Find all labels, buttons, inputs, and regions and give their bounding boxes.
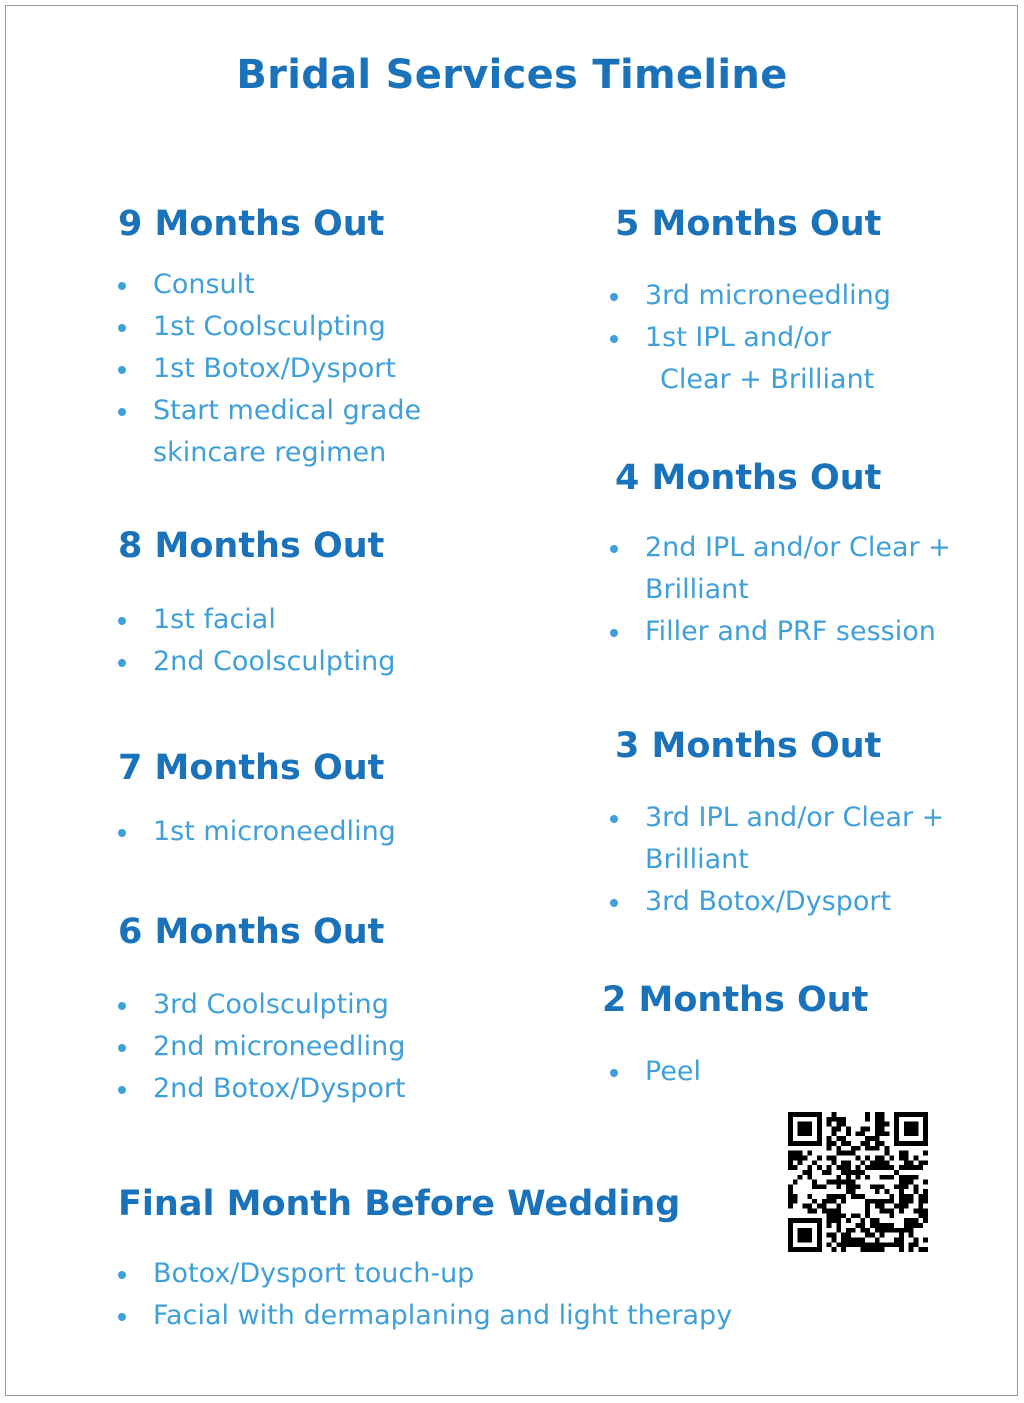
item-list [610,1051,982,1093]
list-item: Consult [118,264,518,306]
list-item: Botox/Dysport touch-up [118,1253,818,1295]
list-item: 2nd microneedling [118,1026,518,1068]
list-item: 2nd Botox/Dysport [118,1068,518,1110]
section-heading: 8 Months Out [118,526,385,566]
list-item: 1st facial [118,599,518,641]
list-item: 1st IPL and/or [610,317,990,359]
list-item: Start medical grade skincare regimen [118,390,463,474]
list-item: 1st microneedling [118,811,518,853]
section-heading: 7 Months Out [118,748,385,788]
item-list [610,275,990,401]
list-item: 3rd Botox/Dysport [610,881,990,923]
page-title: Bridal Services Timeline [236,52,788,98]
section-4-months [610,456,990,653]
list-item: Peel [610,1051,982,1093]
list-item: 3rd microneedling [610,275,990,317]
item-list [610,797,990,923]
list-item: 1st Coolsculpting [118,306,518,348]
item-list [118,1253,818,1337]
section-heading: 3 Months Out [615,726,882,766]
section-heading: 2 Months Out [602,980,869,1020]
section-9-months [118,202,518,474]
list-item: Filler and PRF session [610,611,990,653]
list-item: Facial with dermaplaning and light therapy [118,1295,818,1337]
section-heading: 6 Months Out [118,912,385,952]
list-item: 1st Botox/Dysport [118,348,518,390]
item-list [118,984,518,1110]
list-item: 3rd Coolsculpting [118,984,518,1026]
section-final-month [118,1182,818,1337]
section-heading: Final Month Before Wedding [118,1184,681,1224]
section-7-months [118,746,518,853]
section-3-months [610,724,990,923]
list-item: 2nd IPL and/or Clear + Brilliant [610,527,975,611]
section-heading: 9 Months Out [118,204,385,244]
section-6-months [118,910,518,1110]
item-list [118,599,518,683]
item-list [118,264,518,474]
list-item-continuation: Clear + Brilliant [660,364,875,395]
list-item: 2nd Coolsculpting [118,641,518,683]
section-heading: 5 Months Out [615,204,882,244]
qr-code-icon[interactable] [788,1112,928,1252]
section-8-months [118,524,518,683]
item-list [118,811,518,853]
section-2-months [602,978,982,1093]
item-list [610,527,990,653]
list-item: 3rd IPL and/or Clear + Brilliant [610,797,975,881]
section-heading: 4 Months Out [615,458,882,498]
section-5-months [610,202,990,401]
